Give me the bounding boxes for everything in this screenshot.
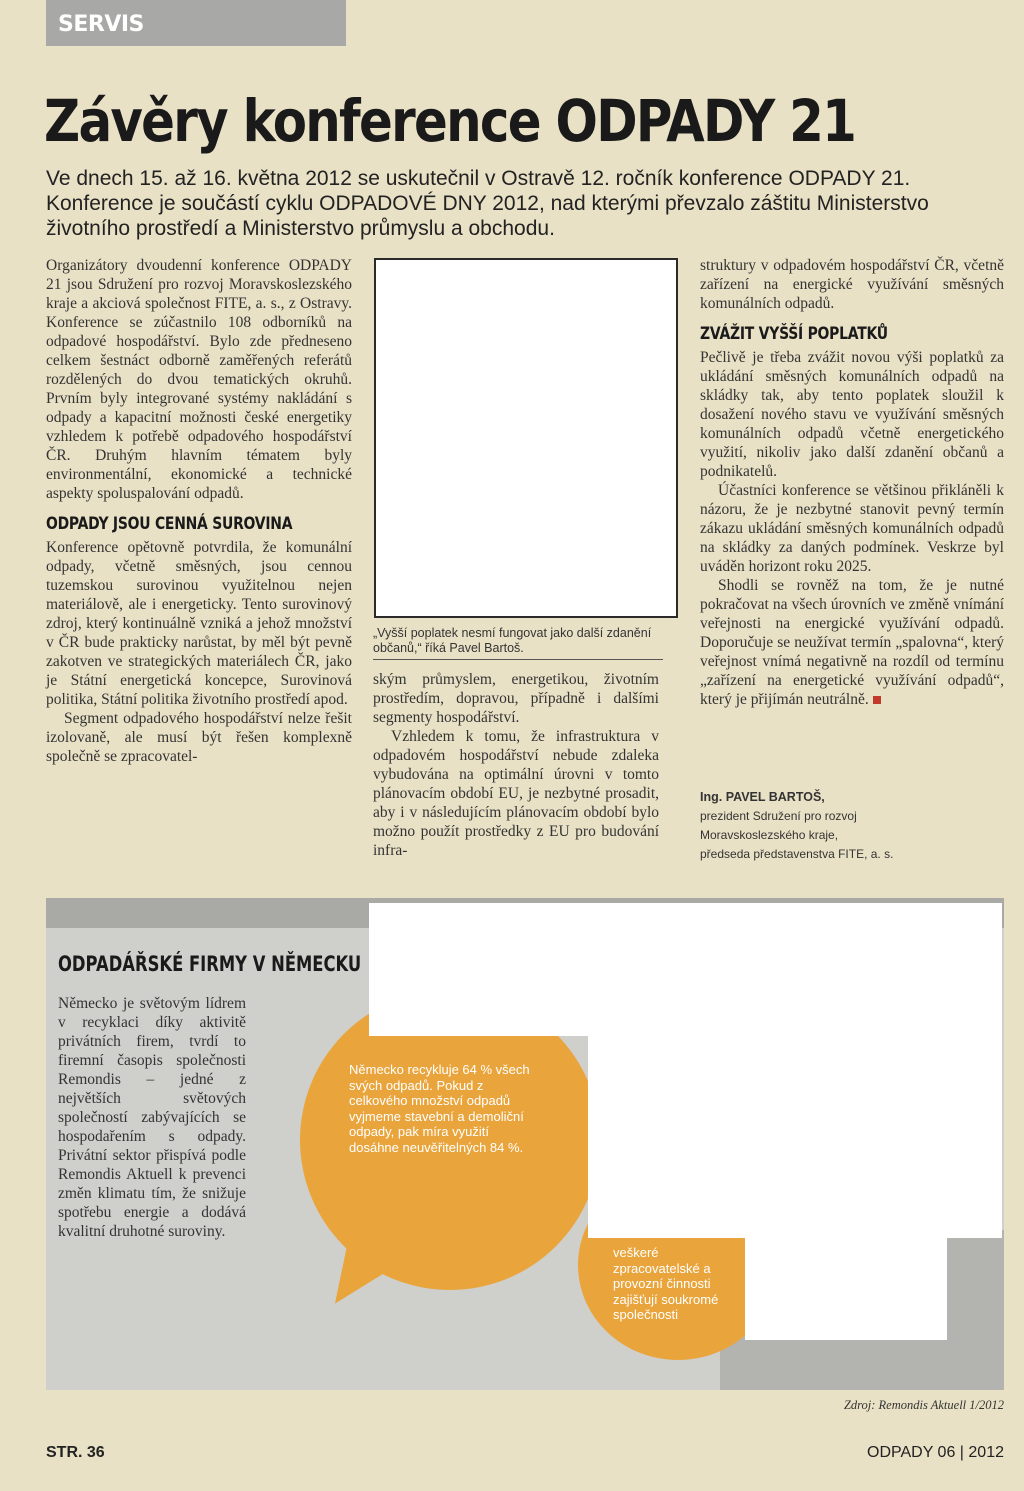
column-1 xyxy=(46,256,352,766)
paragraph: Účastníci konference se většinou přikláněli k názoru, že je nezbytné stanovit pevný termín zákazu ukládání směsných komunálních odpadů na skládky za daných podmínek. Veskrze byl uváděn horizont roku 2025. xyxy=(700,482,1004,575)
sidebar-title: ODPADÁŘSKÉ FIRMY V NĚMECKU xyxy=(58,952,362,976)
column-2 xyxy=(373,670,659,860)
image-placeholder xyxy=(745,1238,947,1340)
author-role: prezident Sdružení pro rozvoj xyxy=(700,809,857,823)
photo-placeholder xyxy=(374,258,678,618)
photo-caption: „Vyšší poplatek nesmí fungovat jako další zdanění občanů,“ říká Pavel Bartoš. xyxy=(373,626,663,660)
column-3 xyxy=(700,256,1004,709)
subheading: ZVÁŽIT VYŠŠÍ POPLATKŮ xyxy=(700,324,888,344)
paragraph: Pečlivě je třeba zvážit novou výši poplatků za ukládání směsných komunálních odpadů na skládky tak, aby tento poplatek sloužil k dosažení nového stavu ve využívání směsných komunálních odpadů včetně energetického využití, nikoliv jako další zdanění občanů a podnikatelů. xyxy=(700,349,1004,480)
paragraph: Segment odpadového hospodářství nelze řešit izolovaně, ale musí být řešen komplexně společně se zpracovatel- xyxy=(46,710,352,765)
speech-bubble-text: Německo recykluje 64 % všech svých odpadů. Pokud z celkového množství odpadů vyjmeme stavební a demoliční odpady, pak míra využití dosáhne neuvěřitelných 84 %. xyxy=(349,1062,530,1155)
article-lead: Ve dnech 15. až 16. května 2012 se uskutečnil v Ostravě 12. ročník konference ODPADY 21. Konference je součástí cyklu ODPADOVÉ DNY 2012, nad kterými převzalo záštitu Ministerstvo životního prostředí a Ministerstvo průmyslu a obchodu. xyxy=(46,167,929,240)
author-signature xyxy=(700,788,1004,864)
author-role: předseda představenstva FITE, a. s. xyxy=(700,847,894,861)
article-title: Závěry konference ODPADY 21 xyxy=(44,87,856,155)
author-name: Ing. PAVEL BARTOŠ, xyxy=(700,790,825,804)
paragraph xyxy=(700,576,1004,709)
issue-label: ODPADY 06 | 2012 xyxy=(867,1444,1004,1461)
paragraph: Vzhledem k tomu, že infrastruktura v odpadovém hospodářství nebude zdaleka vybudována na optimální úrovni v tomto plánovacím období EU, je nezbytné prosadit, aby i v následujícím plánovacím období bylo možno použít prostředky z EU pro budování infra- xyxy=(373,728,659,859)
subheading: ODPADY JSOU CENNÁ SUROVINA xyxy=(46,514,293,534)
end-mark-icon xyxy=(873,696,881,704)
sidebar-text: Německo je světovým lídrem v recyklaci díky aktivitě privátních firem, tvrdí to firemní časopis společnosti Remondis – jedné z největších světových společností zabývajících se hospodařením s odpady. Privátní sektor přispívá podle Remondis Aktuell k prevenci změn klimatu tím, že snižuje spotřebu energie a dodává kvalitní druhotné suroviny. xyxy=(58,995,246,1240)
paragraph: Konference opětovně potvrdila, že komunální odpady, včetně směsných, jsou cennou tuzemskou surovinou využitelnou nejen materiálově, ale i energeticky. Tento surovinový zdroj, který kontinuálně vzniká a jehož množství v ČR bude prakticky narůstat, by měl být pevně zakotven ve strategických materiálech ČR, jako je Státní energetická koncepce, Surovinová politika, Státní politika životního prostředí apod. xyxy=(46,539,352,708)
section-tab: SERVIS xyxy=(46,0,346,46)
image-placeholder xyxy=(588,1036,1002,1238)
speech-bubble-text: veškeré zpracovatelské a provozní činnosti zajišťují soukromé společnosti xyxy=(613,1245,719,1322)
paragraph: struktury v odpadovém hospodářství ČR, včetně zařízení na energické využívání směsných komunálních odpadů. xyxy=(700,257,1004,312)
author-role: Moravskoslezského kraje, xyxy=(700,828,839,842)
source-note: Zdroj: Remondis Aktuell 1/2012 xyxy=(843,1398,1004,1412)
page-number: STR. 36 xyxy=(46,1444,105,1461)
paragraph: ským průmyslem, energetikou, životním prostředím, dopravou, případně i dalšími segmenty hospodářství. xyxy=(373,671,659,726)
paragraph: Organizátory dvoudenní konference ODPADY 21 jsou Sdružení pro rozvoj Moravskoslezského kraje a akciová společnost FITE, a. s., z Ostravy. Konference se zúčastnilo 108 odborníků na odpadové hospodářství. Bylo zde předneseno celkem šestnáct odborně zaměřených referátů rozdělených do dvou tematických okruhů. Prvním byly integrované systémy nakládání s odpady a kapacitní možnosti české energetiky vzhledem k potřebě odpadového hospodářství ČR. Druhým hlavním tématem byly environmentální, ekonomické a technické aspekty spoluspalování odpadů. xyxy=(46,257,352,502)
paragraph-text: Shodli se rovněž na tom, že je nutné pokračovat na všech úrovních ve změně vnímání veřejnosti na energické využívání odpadů. Doporučuje se neužívat termín „spalovna“, který veřejnost vnímá negativně na rozdíl od termínu „zařízení na energetické využívání odpadů“, který je přijímán neutrálně. xyxy=(700,577,1004,708)
image-placeholder xyxy=(369,903,1002,1036)
